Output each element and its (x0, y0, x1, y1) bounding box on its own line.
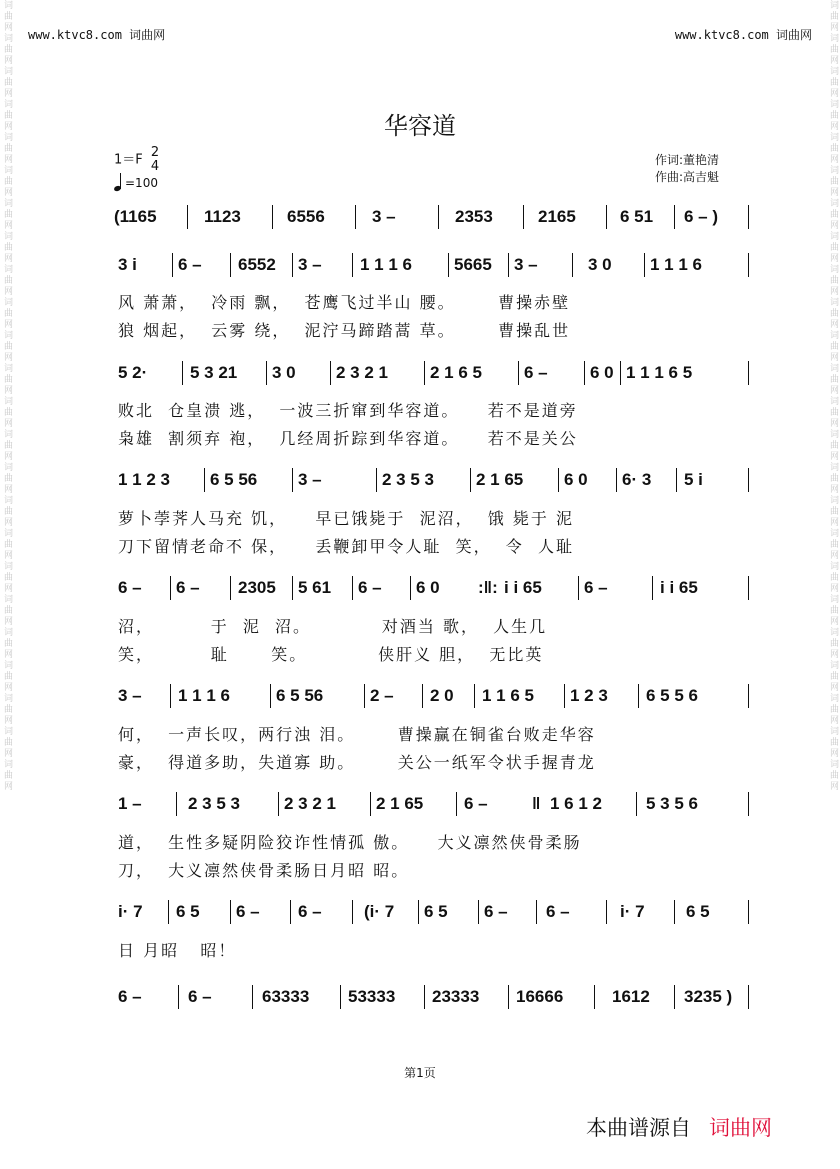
measure: 3 – (514, 255, 538, 274)
barline (674, 985, 675, 1009)
site-url-right[interactable]: www.ktvc8.com 词曲网 (674, 28, 812, 42)
watermark-left: 词曲网词曲网词曲网词曲网词曲网词曲网词曲网词曲网词曲网词曲网词曲网词曲网词曲网词曲网词曲网词曲网词曲网词曲网词曲网词曲网词曲网词曲网词曲网词曲网 (2, 0, 12, 792)
measure: 5 2· (118, 363, 148, 382)
barline (594, 985, 595, 1009)
measure: (i· 7 (364, 902, 395, 921)
measure: 6 – (524, 363, 548, 382)
watermark-right: 词曲网词曲网词曲网词曲网词曲网词曲网词曲网词曲网词曲网词曲网词曲网词曲网词曲网词曲网词曲网词曲网词曲网词曲网词曲网词曲网词曲网词曲网词曲网词曲网 (828, 0, 838, 792)
measure: 6· 3 (622, 470, 652, 489)
time-signature (151, 146, 159, 174)
barline (616, 468, 617, 492)
credits (655, 152, 719, 186)
tempo-mark (114, 173, 158, 193)
measure: 2 1 65 (376, 794, 424, 813)
barline (270, 684, 271, 708)
barline (290, 900, 291, 924)
barline (558, 468, 559, 492)
measure: 6 – (298, 902, 322, 921)
staff-row-6 (112, 682, 752, 710)
barline (170, 576, 171, 600)
barline (564, 684, 565, 708)
measure: 6 – (118, 578, 142, 597)
measure: 2 3 2 1 (284, 794, 336, 813)
barline (748, 684, 749, 708)
barline (178, 985, 179, 1009)
barline (478, 900, 479, 924)
measure: 53333 (348, 987, 396, 1006)
measure: 16666 (516, 987, 564, 1006)
lyric-line: 枭雄 割须弃 袍， 几经周折踪到华容道。 若不是关公 (118, 429, 578, 448)
staff-row-3 (112, 359, 752, 387)
barline (230, 253, 231, 277)
measure: 1 1 1 6 (178, 686, 230, 705)
lyric-line: 何， 一声长叹，两行浊 泪。 曹操赢在铜雀台败走华容 (118, 725, 596, 744)
measure: 2 3 2 1 (336, 363, 388, 382)
barline (272, 205, 273, 229)
lyricist: 作词:董艳清 (655, 153, 720, 167)
measure: 3235 ) (684, 987, 733, 1006)
measure: 6 5 56 (276, 686, 324, 705)
barline (355, 205, 356, 229)
barline (748, 253, 749, 277)
barline (422, 684, 423, 708)
barline (370, 792, 371, 816)
barline (330, 361, 331, 385)
measure: 6 – (236, 902, 260, 921)
barline (748, 576, 749, 600)
measure: 6552 (238, 255, 276, 274)
measure: 6 – (188, 987, 212, 1006)
measure: (1165 (114, 207, 157, 226)
barline (518, 361, 519, 385)
barline (748, 468, 749, 492)
barline (748, 205, 749, 229)
staff-row-7 (112, 790, 752, 818)
measure: 2 1 6 5 (430, 363, 482, 382)
barline (292, 253, 293, 277)
barline (523, 205, 524, 229)
barline (182, 361, 183, 385)
lyric-line: 豪， 得道多助，失道寡 助。 关公一纸军令状手握青龙 (118, 753, 596, 772)
measure: 6 – (484, 902, 508, 921)
measure: 2305 (238, 578, 276, 597)
key-label: 1＝F (114, 152, 143, 168)
lyric-line: 败北 仓皇溃 逃， 一波三折窜到华容道。 若不是道旁 (118, 401, 578, 420)
repeat-sign: :‖: (478, 578, 498, 597)
measure: 3 i (118, 255, 137, 274)
barline (674, 900, 675, 924)
staff-row-9 (112, 983, 752, 1011)
barline (620, 361, 621, 385)
measure: 1123 (204, 207, 241, 226)
staff-row-8 (112, 898, 752, 926)
measure: 6 5 (424, 902, 448, 921)
barline (676, 468, 677, 492)
barline (572, 253, 573, 277)
measure: 23333 (432, 987, 480, 1006)
barline (508, 253, 509, 277)
source-brand-link[interactable]: 词曲网 (709, 1116, 772, 1140)
measure: 5 3 21 (190, 363, 238, 382)
barline (638, 684, 639, 708)
measure: 3 0 (588, 255, 612, 274)
measure: 1 2 3 (570, 686, 608, 705)
barline (352, 576, 353, 600)
lyric-line: 笑， 耻 笑。 侠肝义 胆， 无比英 (118, 645, 544, 664)
time-top: 2 (150, 145, 160, 160)
measure: 5665 (454, 255, 492, 274)
lyric-line: 沼， 于 泥 沼。 对酒当 歌， 人生几 (118, 617, 548, 636)
barline (352, 253, 353, 277)
barline (266, 361, 267, 385)
barline (376, 468, 377, 492)
measure: 1 6 1 2 (550, 794, 602, 813)
measure: 1 1 1 6 (650, 255, 702, 274)
song-title: 华容道 (384, 112, 456, 140)
barline (584, 361, 585, 385)
measure: 1 1 6 5 (482, 686, 534, 705)
staff-row-1 (112, 203, 752, 231)
measure: 2 0 (430, 686, 454, 705)
barline (674, 205, 675, 229)
lyric-line: 刀下留情老命不 保， 丢鞭卸甲令人耻 笑， 令 人耻 (118, 537, 574, 556)
measure: 3 0 (272, 363, 296, 382)
staff-row-4 (112, 466, 752, 494)
measure: 6 0 (416, 578, 440, 597)
page-number: 第1页 (404, 1066, 436, 1080)
measure: 63333 (262, 987, 310, 1006)
measure: 2165 (538, 207, 576, 226)
barline (410, 576, 411, 600)
measure: i i 65 (660, 578, 698, 597)
barline (470, 468, 471, 492)
measure: 3 – (298, 255, 322, 274)
barline (456, 792, 457, 816)
barline (424, 361, 425, 385)
measure: 6 5 5 6 (646, 686, 698, 705)
barline (748, 900, 749, 924)
measure: 2353 (455, 207, 493, 226)
measure: 6 – (358, 578, 382, 597)
barline (230, 576, 231, 600)
barline (606, 205, 607, 229)
barline (536, 900, 537, 924)
measure: 3 – (118, 686, 142, 705)
barline (448, 253, 449, 277)
measure: 1 1 1 6 (360, 255, 412, 274)
barline (748, 792, 749, 816)
measure: i· 7 (620, 902, 645, 921)
composer: 作曲:高吉魁 (655, 170, 720, 184)
barline (652, 576, 653, 600)
measure: 2 3 5 3 (382, 470, 434, 489)
measure: 3 – (298, 470, 322, 489)
barline (508, 985, 509, 1009)
measure: 6556 (287, 207, 325, 226)
measure: i i 65 (504, 578, 542, 597)
tempo-value: =100 (125, 176, 158, 190)
barline (364, 684, 365, 708)
source-credit (586, 1112, 772, 1142)
barline (278, 792, 279, 816)
measure: i· 7 (118, 902, 143, 921)
measure: 2 3 5 3 (188, 794, 240, 813)
site-url-left[interactable]: www.ktvc8.com 词曲网 (28, 28, 166, 42)
measure: 5 61 (298, 578, 332, 597)
barline (252, 985, 253, 1009)
barline (578, 576, 579, 600)
quarter-note-icon (114, 173, 123, 193)
barline (187, 205, 188, 229)
staff-row-5 (112, 574, 752, 602)
staff-row-2 (112, 251, 752, 279)
barline (352, 900, 353, 924)
barline (292, 576, 293, 600)
barline (292, 468, 293, 492)
measure: 6 5 56 (210, 470, 258, 489)
final-barline: ‖ (532, 794, 541, 813)
lyric-line: 萝卜荸荠人马充 饥， 早已饿毙于 泥沼， 饿 毙于 泥 (118, 509, 574, 528)
barline (424, 985, 425, 1009)
measure: 6 – (176, 578, 200, 597)
measure: 6 – (464, 794, 488, 813)
barline (418, 900, 419, 924)
measure: 6 0 (564, 470, 588, 489)
lyric-line: 狼 烟起， 云雾 绕， 泥泞马蹄踏蒿 草。 曹操乱世 (118, 321, 571, 340)
measure: 5 3 5 6 (646, 794, 698, 813)
measure: 6 51 (620, 207, 654, 226)
barline (644, 253, 645, 277)
measure: 6 – (584, 578, 608, 597)
barline (170, 684, 171, 708)
barline (176, 792, 177, 816)
barline (230, 900, 231, 924)
barline (636, 792, 637, 816)
barline (204, 468, 205, 492)
time-bottom: 4 (150, 159, 160, 174)
measure: 6 – (178, 255, 202, 274)
measure: 3 – (372, 207, 396, 226)
barline (438, 205, 439, 229)
lyric-line: 风 萧萧， 冷雨 飘， 苍鹰飞过半山 腰。 曹操赤壁 (118, 293, 571, 312)
measure: 2 – (370, 686, 394, 705)
measure: 6 5 (686, 902, 710, 921)
barline (606, 900, 607, 924)
barline (168, 900, 169, 924)
measure: 2 1 65 (476, 470, 524, 489)
measure: 1 1 1 6 5 (626, 363, 693, 382)
measure: 1 – (118, 794, 142, 813)
barline (172, 253, 173, 277)
source-label: 本曲谱源自 (586, 1116, 691, 1140)
barline (340, 985, 341, 1009)
lyric-line: 道， 生性多疑阴险狡诈性情孤 傲。 大义凛然侠骨柔肠 (118, 833, 582, 852)
lyric-line: 刀， 大义凛然侠骨柔肠日月昭 昭。 (118, 861, 410, 880)
measure: 6 5 (176, 902, 200, 921)
lyric-line: 日 月昭 昭！ (118, 941, 237, 960)
barline (474, 684, 475, 708)
key-signature (114, 146, 159, 174)
measure: 5 i (684, 470, 703, 489)
measure: 1 1 2 3 (118, 470, 170, 489)
measure: 6 – ) (684, 207, 719, 226)
measure: 6 – (546, 902, 570, 921)
barline (748, 361, 749, 385)
measure: 6 0 (590, 363, 614, 382)
measure: 6 – (118, 987, 142, 1006)
barline (748, 985, 749, 1009)
measure: 1612 (612, 987, 650, 1006)
